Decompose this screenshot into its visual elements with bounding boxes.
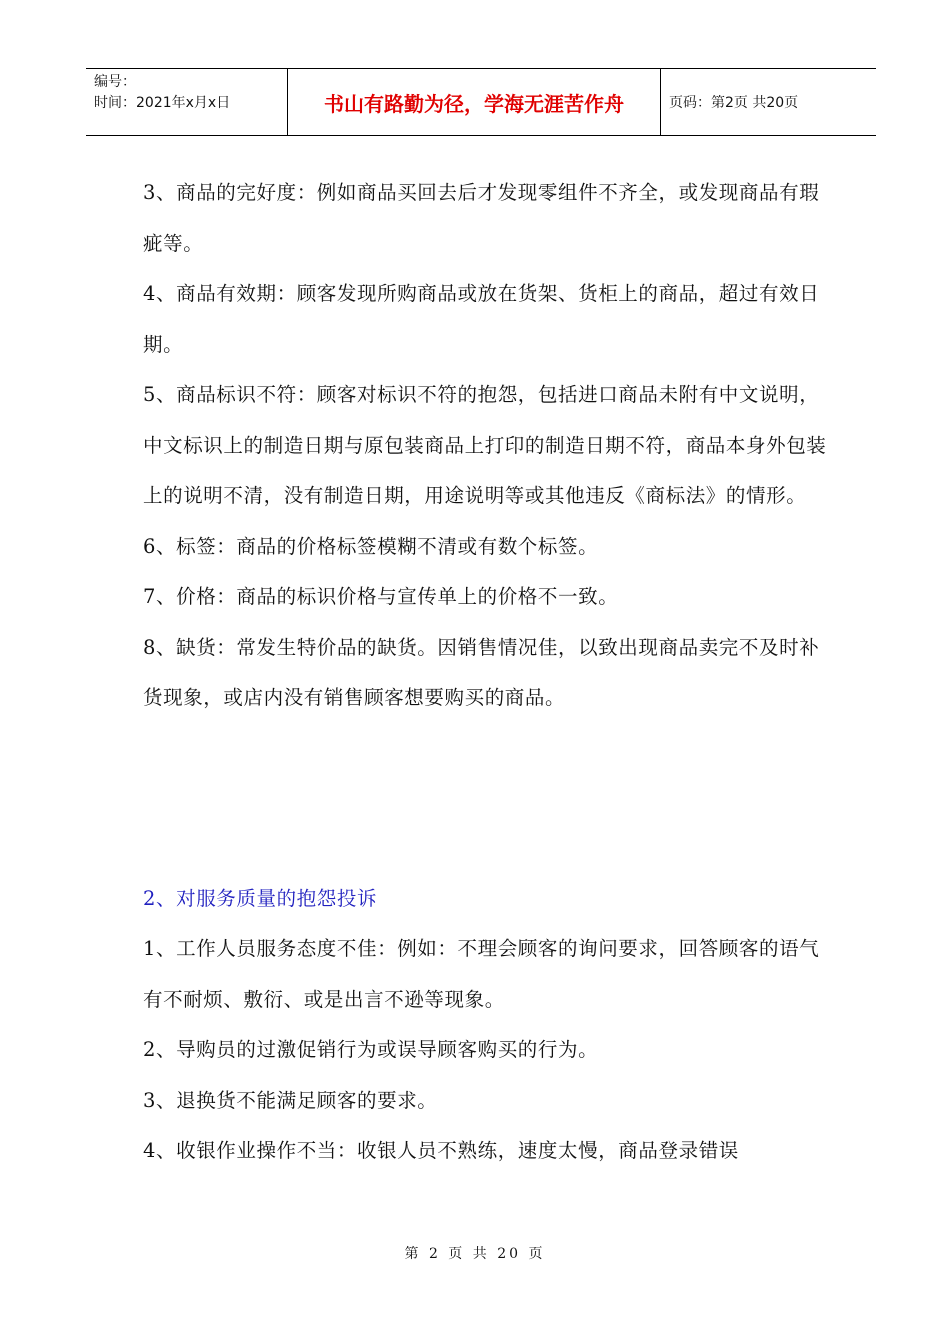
- spacer: [143, 724, 833, 874]
- paragraph: 2、导购员的过激促销行为或误导顾客购买的行为。: [143, 1038, 599, 1061]
- paragraph: 8、缺货：常发生特价品的缺货。因销售情况佳，以致出现商品卖完不及时补货现象，或店内没有销售顾客想要购买的商品。: [143, 635, 820, 709]
- paragraph: 3、退换货不能满足顾客的要求。: [143, 1088, 438, 1112]
- paragraph: 5、商品标识不符：顾客对标识不符的抱怨，包括进口商品未附有中文说明，中文标识上的制造日期与原包装商品上打印的制造日期不符，商品本身外包装上的说明不清，没有制造日期，用途说明等或其他违反《商标法》的情形。: [143, 383, 827, 507]
- document-time-label: 时间：2021年x月x日: [94, 95, 231, 111]
- paragraph: 3、商品的完好度：例如商品买回去后才发现零组件不齐全，或发现商品有瑕疵等。: [143, 181, 820, 255]
- header-meta: [86, 69, 288, 135]
- header-motto: 书山有路勤为径，学海无涯苦作舟: [288, 69, 661, 135]
- paragraph: 6、标签：商品的价格标签模糊不清或有数个标签。: [143, 534, 599, 558]
- document-body: [143, 168, 833, 1177]
- paragraph: 7、价格：商品的标识价格与宣传单上的价格不一致。: [143, 585, 619, 608]
- document-number-label: 编号：: [94, 74, 136, 90]
- paragraph: 4、收银作业操作不当：收银人员不熟练，速度太慢，商品登录错误: [143, 1139, 739, 1162]
- header-page-info: 页码：第2页 共20页: [669, 95, 799, 111]
- page-footer: 第 2 页 共 20 页: [404, 1246, 546, 1262]
- page-header: [86, 68, 876, 136]
- paragraph: 4、商品有效期：顾客发现所购商品或放在货架、货柜上的商品，超过有效日期。: [143, 282, 820, 356]
- paragraph: 1、工作人员服务态度不佳：例如：不理会顾客的询问要求，回答顾客的语气有不耐烦、敷衍、或是出言不逊等现象。: [143, 937, 820, 1011]
- section-heading: 2、对服务质量的抱怨投诉: [143, 886, 378, 910]
